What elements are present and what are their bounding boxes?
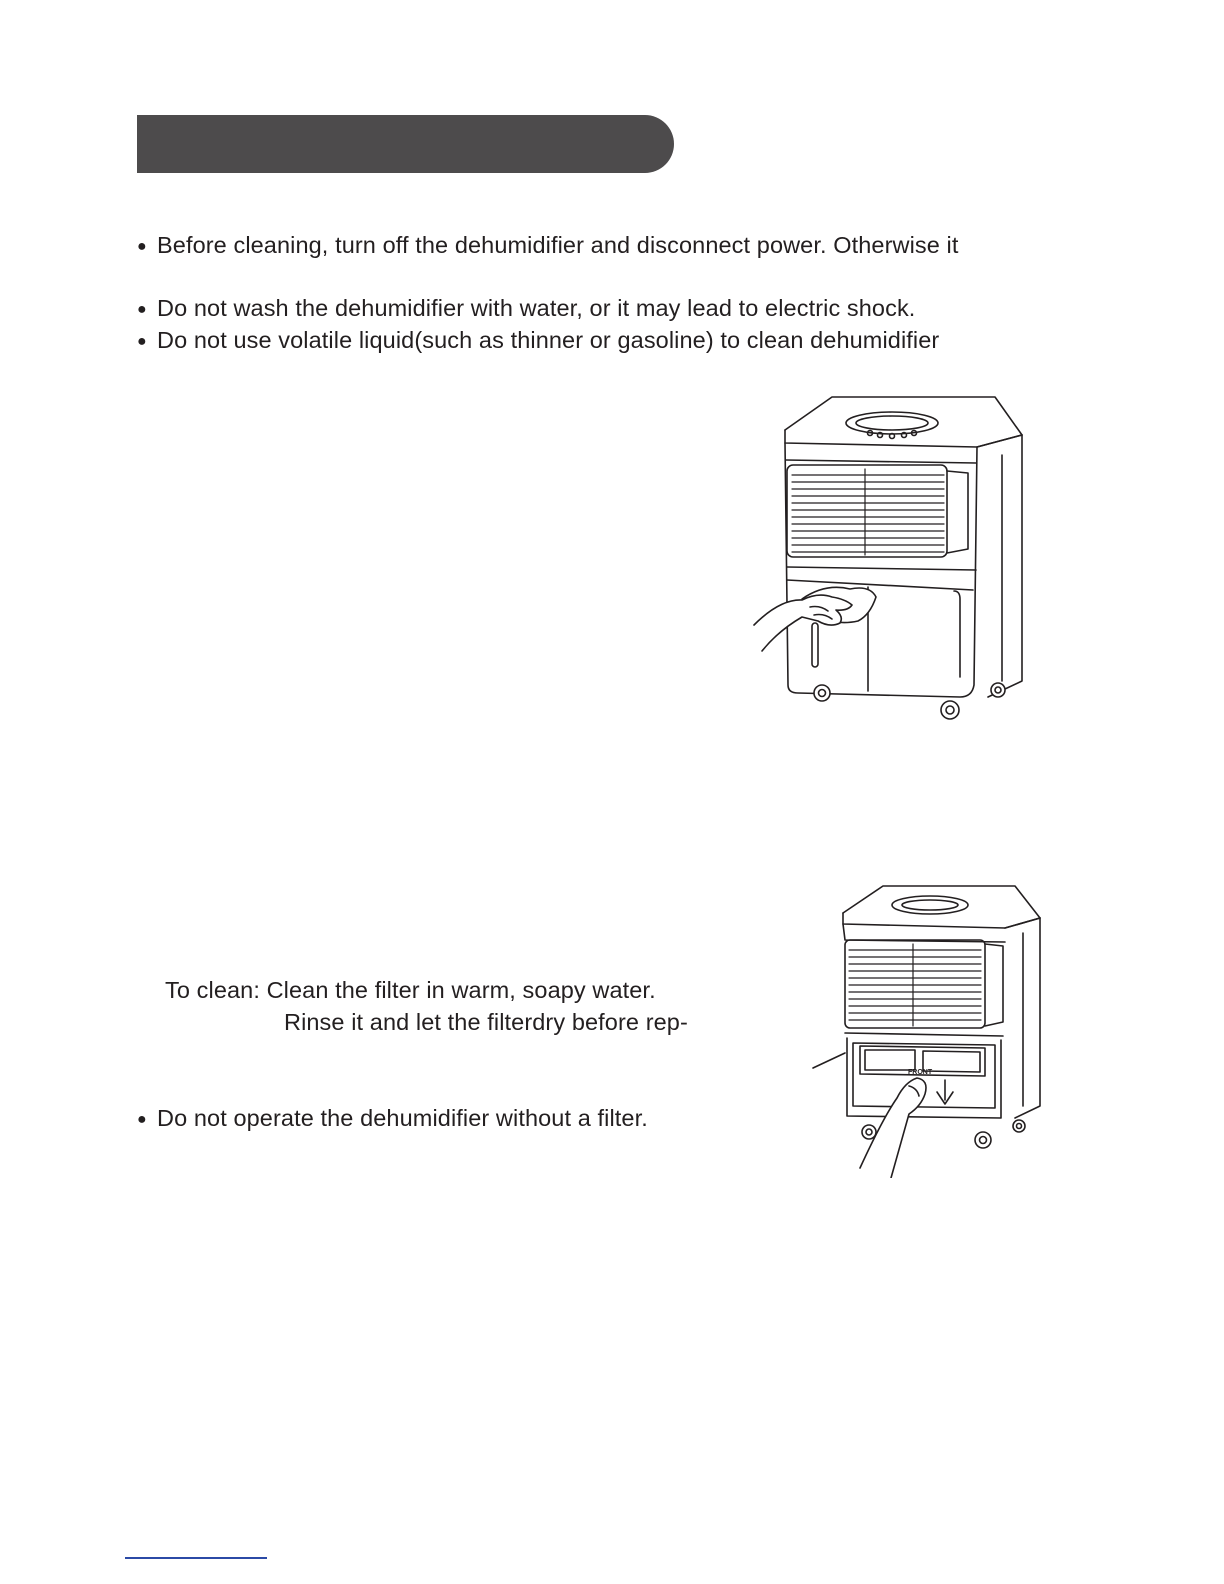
warning-item-volatile	[137, 325, 939, 357]
footer-rule	[125, 1557, 267, 1559]
filter-removal-illustration	[805, 878, 1050, 1178]
warning-item-power	[137, 230, 959, 262]
warning-text: Before cleaning, turn off the dehumidifier and disconnect power. Otherwise it	[157, 232, 959, 258]
to-clean-instruction-line1: To clean: Clean the filter in warm, soapy water.	[165, 977, 656, 1003]
warning-text: Do not operate the dehumidifier without a filter.	[157, 1105, 648, 1131]
dehumidifier-wiping-illustration	[740, 385, 1040, 730]
warning-item-water	[137, 293, 915, 325]
bullet-icon: ●	[137, 238, 147, 255]
to-clean-instruction-line2: Rinse it and let the filterdry before rep-	[284, 1009, 688, 1035]
bullet-icon: ●	[137, 301, 147, 318]
warning-text: Do not wash the dehumidifier with water, or it may lead to electric shock.	[157, 295, 916, 321]
filter-front-label: FRONT	[908, 1069, 933, 1076]
bullet-icon: ●	[137, 333, 147, 350]
warning-item-filter	[137, 1103, 648, 1135]
warning-text: Do not use volatile liquid(such as thinner or gasoline) to clean dehumidifier	[157, 327, 940, 353]
section-header-bar	[137, 115, 674, 173]
bullet-icon: ●	[137, 1111, 147, 1128]
